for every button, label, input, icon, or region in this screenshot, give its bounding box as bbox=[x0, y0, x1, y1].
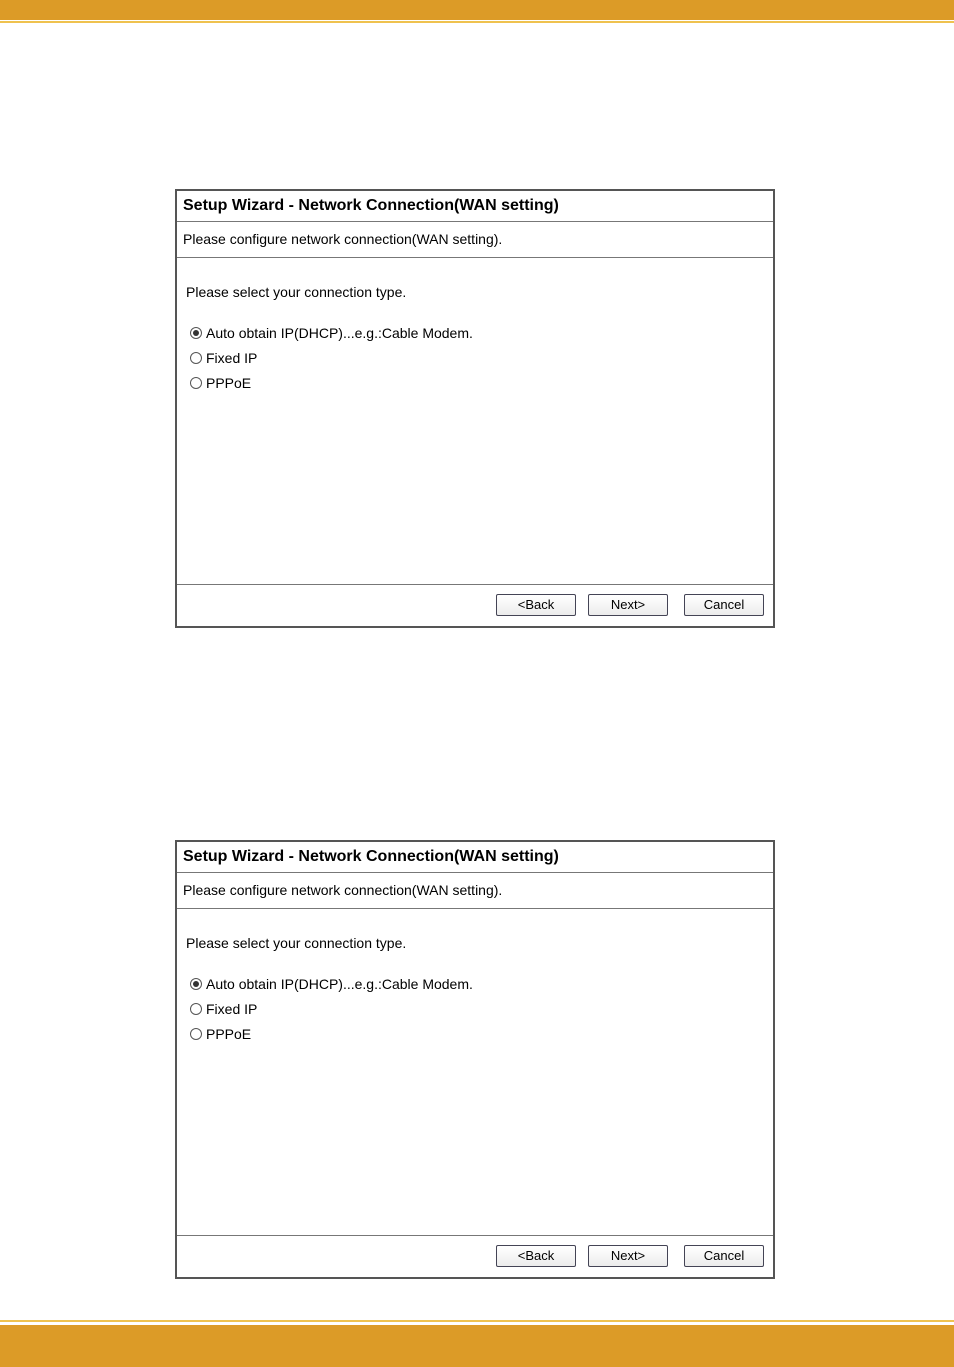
radio-dhcp[interactable] bbox=[190, 978, 202, 990]
option-pppoe[interactable] bbox=[190, 1025, 251, 1043]
wizard-body bbox=[177, 909, 773, 1237]
option-fixed-ip[interactable] bbox=[190, 349, 257, 367]
radio-dhcp[interactable] bbox=[190, 327, 202, 339]
connection-type-prompt: Please select your connection type. bbox=[186, 284, 407, 300]
wizard-title: Setup Wizard - Network Connection(WAN setting) bbox=[177, 191, 773, 222]
page-footer-line bbox=[0, 1320, 954, 1322]
cancel-button[interactable]: Cancel bbox=[684, 594, 764, 616]
option-fixed-ip-label: Fixed IP bbox=[206, 1001, 258, 1017]
radio-pppoe[interactable] bbox=[190, 377, 202, 389]
radio-pppoe[interactable] bbox=[190, 1028, 202, 1040]
option-dhcp[interactable] bbox=[190, 975, 473, 993]
option-pppoe[interactable] bbox=[190, 374, 251, 392]
page-header-line bbox=[0, 21, 954, 23]
connection-type-prompt: Please select your connection type. bbox=[186, 935, 407, 951]
wizard-subtitle: Please configure network connection(WAN setting). bbox=[177, 873, 773, 909]
option-dhcp-label: Auto obtain IP(DHCP)...e.g.:Cable Modem. bbox=[206, 976, 473, 992]
next-button[interactable]: Next> bbox=[588, 594, 668, 616]
setup-wizard-panel bbox=[175, 840, 775, 1279]
wizard-body bbox=[177, 258, 773, 586]
back-button[interactable]: <Back bbox=[496, 1245, 576, 1267]
option-dhcp[interactable] bbox=[190, 324, 473, 342]
page-header-band bbox=[0, 0, 954, 20]
cancel-button[interactable]: Cancel bbox=[684, 1245, 764, 1267]
next-button[interactable]: Next> bbox=[588, 1245, 668, 1267]
radio-fixed-ip[interactable] bbox=[190, 352, 202, 364]
option-dhcp-label: Auto obtain IP(DHCP)...e.g.:Cable Modem. bbox=[206, 325, 473, 341]
setup-wizard-panel bbox=[175, 189, 775, 628]
option-pppoe-label: PPPoE bbox=[206, 1026, 252, 1042]
radio-fixed-ip[interactable] bbox=[190, 1003, 202, 1015]
wizard-title: Setup Wizard - Network Connection(WAN setting) bbox=[177, 842, 773, 873]
wizard-footer bbox=[177, 1235, 773, 1277]
wizard-footer bbox=[177, 584, 773, 626]
wizard-subtitle: Please configure network connection(WAN setting). bbox=[177, 222, 773, 258]
option-pppoe-label: PPPoE bbox=[206, 375, 252, 391]
option-fixed-ip[interactable] bbox=[190, 1000, 257, 1018]
back-button[interactable]: <Back bbox=[496, 594, 576, 616]
option-fixed-ip-label: Fixed IP bbox=[206, 350, 258, 366]
page-footer-band bbox=[0, 1325, 954, 1367]
